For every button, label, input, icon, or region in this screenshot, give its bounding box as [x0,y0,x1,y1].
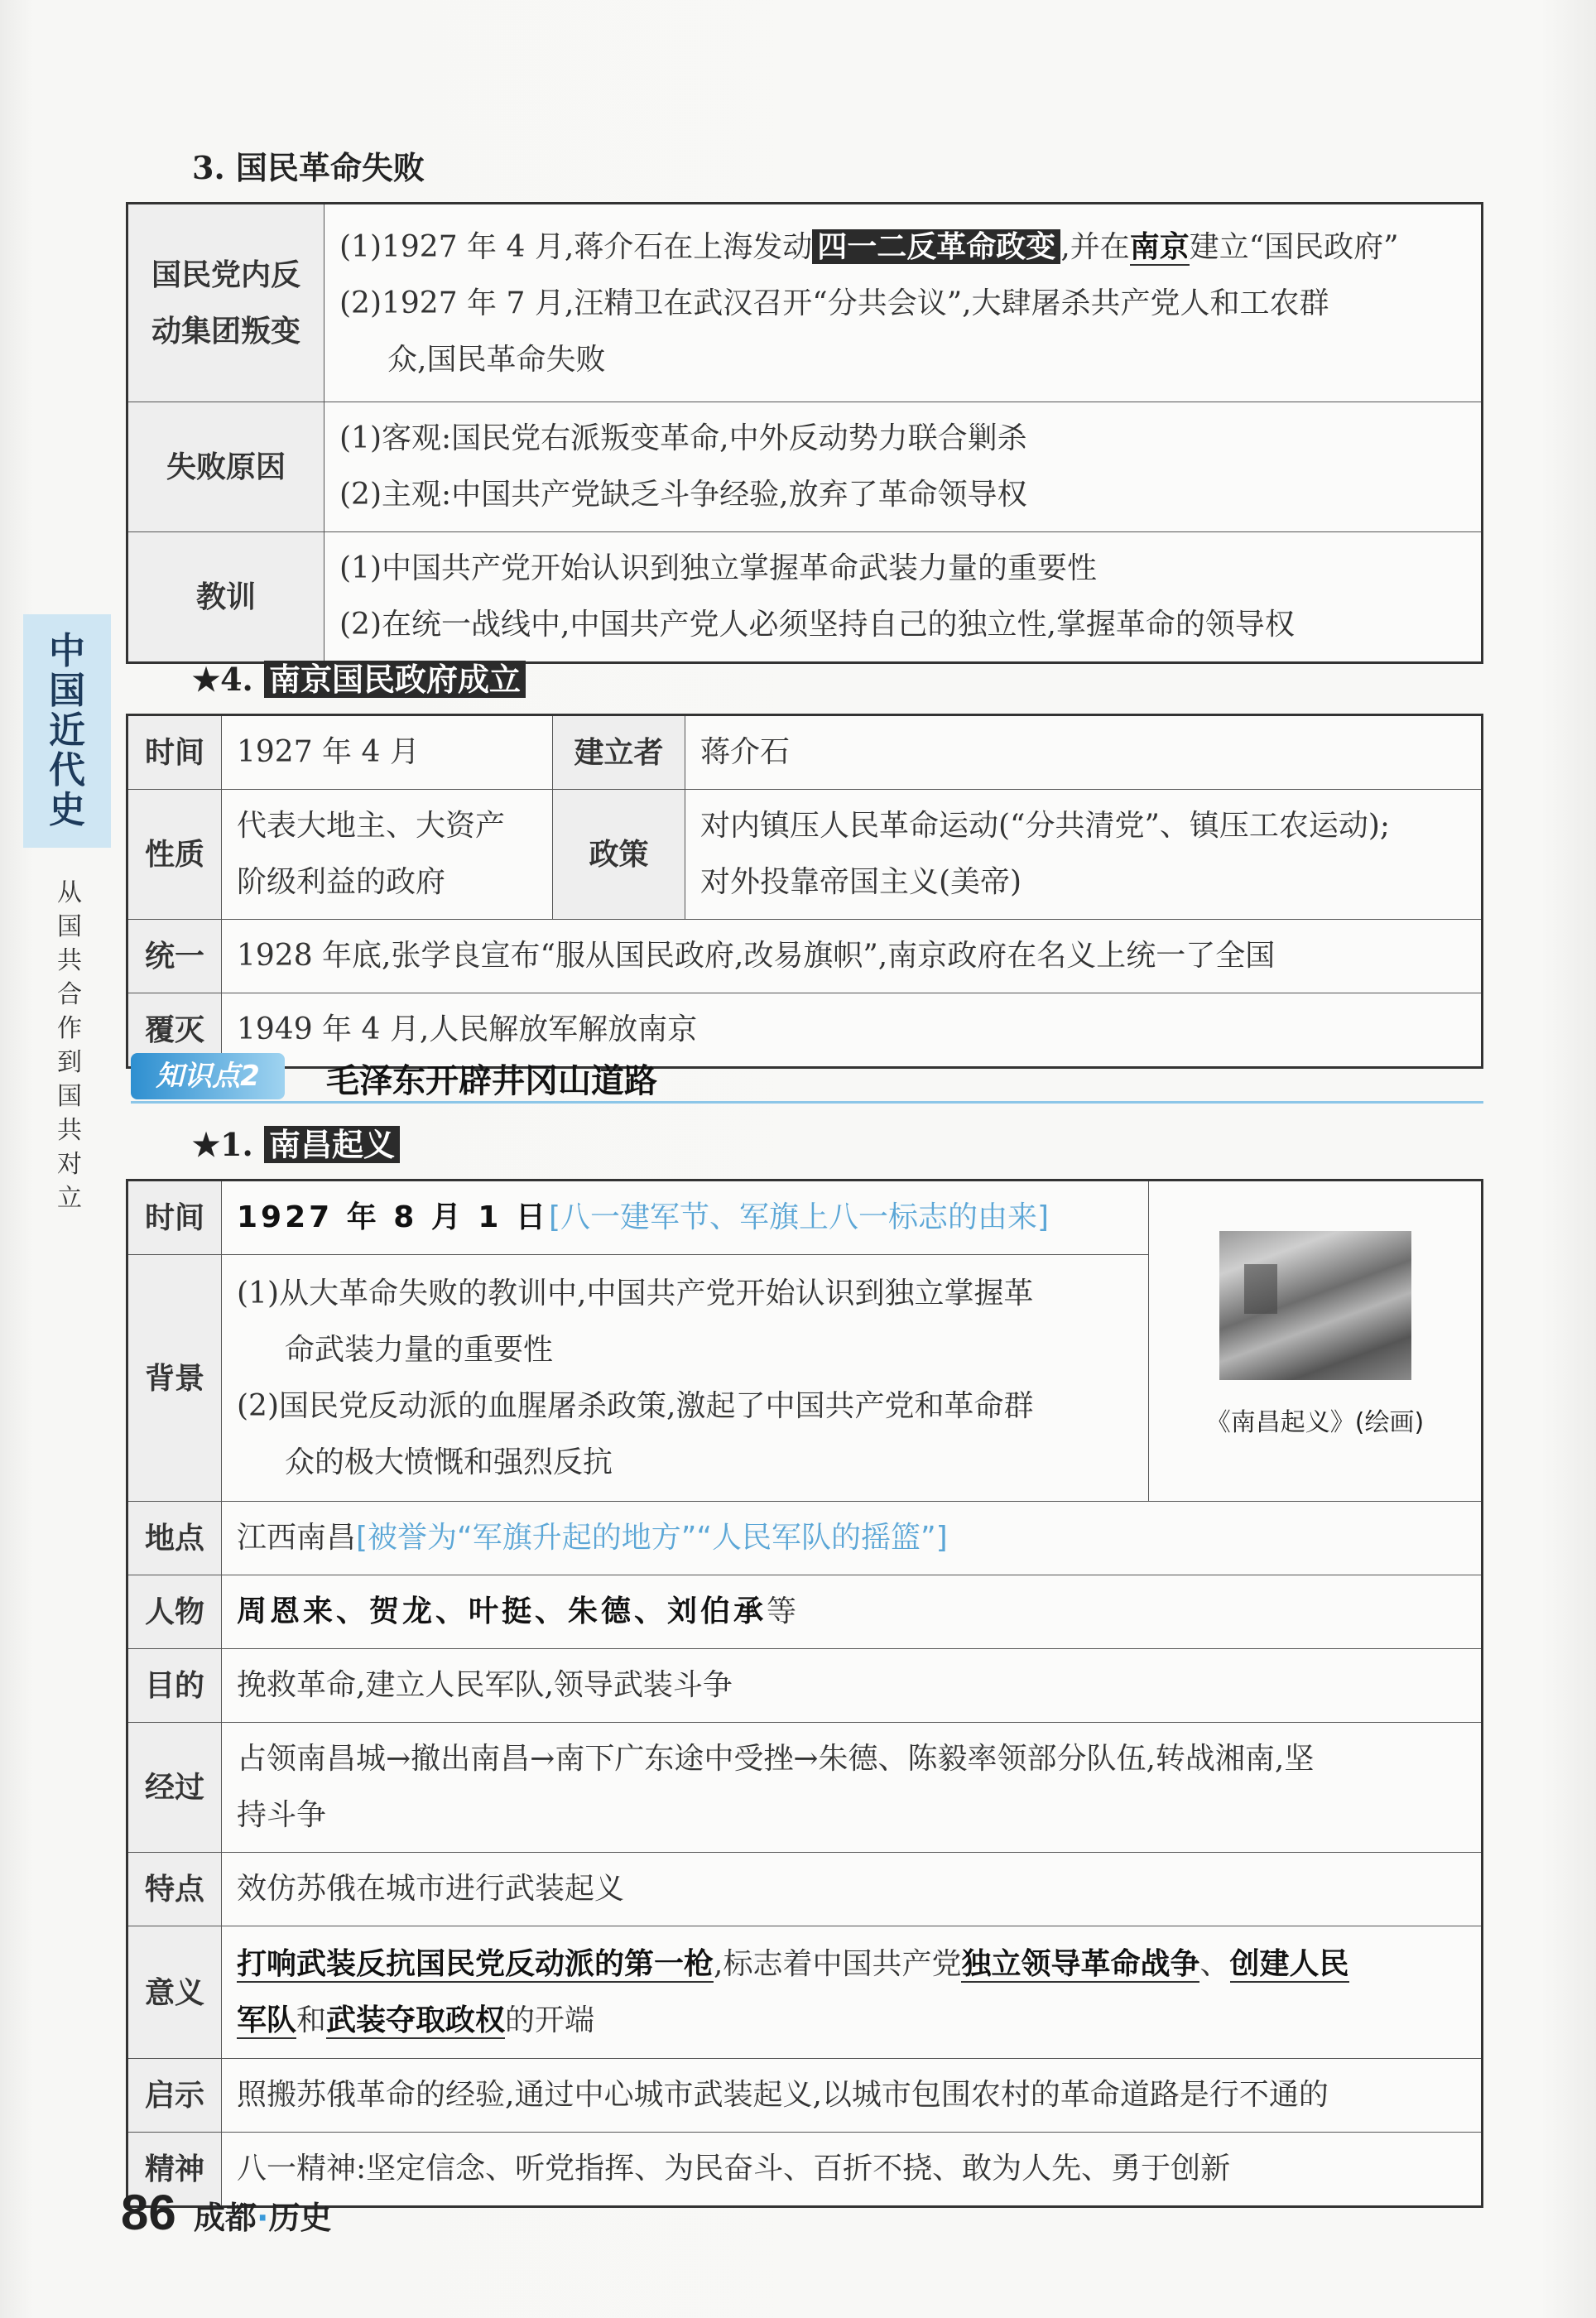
table-row [127,204,1483,402]
text-part: 等 [767,1594,797,1628]
footer-subject: 历史 [268,2200,332,2236]
text-part: 、 [1199,1946,1230,1981]
table-row [127,715,1483,790]
tab-char: 中 [49,630,85,672]
table-row [127,790,1483,920]
knowledge-point-divider [131,1101,1483,1104]
sub-char: 立 [57,1184,82,1213]
section-4-title: 南京国民政府成立 [264,661,526,698]
chapter-side-tab [23,614,111,848]
nanchang-heading [192,1119,400,1165]
star-marker: ★1. [192,1126,253,1163]
content-line: 占领南昌城→撤出南昌→南下广东途中受挫→朱德、陈毅率领部分队伍,转战湘南,坚 [237,1742,1315,1776]
nanchang-uprising-table [126,1179,1483,2208]
underlined-nanjing: 南京 [1129,229,1190,264]
row-content-lessons [324,532,1483,663]
row-content-failure-reasons [324,402,1483,532]
content-line: (1)中国共产党开始认识到独立掌握革命武装力量的重要性 [339,551,1097,585]
knowledge-point-badge: 知识点2 [131,1053,285,1099]
value-people [222,1575,1483,1649]
content-line: (2)国民党反动派的血腥屠杀政策,激起了中国共产党和革命群 [237,1388,1034,1423]
label-line: 动集团叛变 [151,314,300,349]
sub-char: 到 [57,1048,82,1077]
content-line: (1)客观:国民党右派叛变革命,中外反动势力联合剿杀 [339,421,1027,455]
chapter-subtitle-vertical [53,876,86,1215]
value-meaning [222,1926,1483,2059]
blue-note: [被誉为“军旗升起的地方”“人民军队的摇篮”] [356,1521,948,1555]
value-time [222,1181,1149,1255]
label-process: 经过 [127,1723,222,1853]
label-goal: 目的 [127,1649,222,1723]
content-line: (2)1927 年 7 月,汪精卫在武汉召开“分共会议”,大肆屠杀共产党人和工农群 [339,286,1329,320]
sub-char: 作 [57,1014,82,1043]
content-line: (2)在统一战线中,中国共产党人必须坚持自己的独立性,掌握革命的领导权 [339,608,1295,642]
label-place: 地点 [127,1502,222,1575]
content-line: 众的极大愤慨和强烈反抗 [285,1445,613,1479]
text-part: 和 [296,2003,327,2037]
content-line: 对内镇压人民革命运动(“分共清党”、镇压工农运动); [700,809,1391,843]
content-line: 代表大地主、大资产 [237,809,506,843]
sub-char: 国 [57,1082,82,1111]
value-goal: 挽救革命,建立人民军队,领导武装斗争 [222,1649,1483,1723]
value-time: 1927 年 4 月 [222,715,553,790]
underlined-phrase: 武装夺取政权 [326,2003,506,2037]
footer-label [194,2192,331,2238]
content-line: 命武装力量的重要性 [285,1332,554,1367]
value-spirit: 八一精神:坚定信念、听党指挥、为民奋斗、百折不挠、敢为人先、勇于创新 [222,2133,1483,2207]
star-marker: ★4. [192,661,253,698]
sub-char: 共 [57,946,82,975]
sub-char: 从 [57,878,82,907]
handwritten-date: 1927 年 8 月 1 日 [237,1200,549,1234]
text-part: 的开端 [505,2003,595,2037]
content-line [237,1936,1466,1993]
nanchang-title: 南昌起义 [264,1126,400,1163]
photo-cell [1149,1181,1483,1502]
tab-char: 近 [49,709,85,752]
text-part: 建立“国民政府” [1189,229,1399,264]
label-lesson: 启示 [127,2059,222,2133]
page-number: 86 [121,2185,176,2240]
content-line: (1)从大革命失败的教训中,中国共产党开始认识到独立掌握革 [237,1276,1034,1310]
value-lesson: 照搬苏俄革命的经验,通过中心城市武装起义,以城市包围农村的革命道路是行不通的 [222,2059,1483,2133]
section-3-heading [192,142,425,188]
section-3-title: 国民革命失败 [235,149,425,186]
table-row [127,532,1483,663]
footer-separator: · [257,2200,269,2236]
row-label-lessons: 教训 [127,532,324,663]
table-row [127,402,1483,532]
label-spirit: 精神 [127,2133,222,2207]
photo-caption: 《南昌起义》(绘画) [1205,1408,1425,1437]
label-fall: 覆灭 [127,993,222,1068]
label-nature: 性质 [127,790,222,920]
table-row [127,1181,1483,1255]
nanjing-government-table [126,714,1483,1069]
label-founder: 建立者 [553,715,685,790]
sub-char: 合 [57,980,82,1009]
label-line: 国民党内反 [151,257,300,292]
underlined-phrase: 打响武装反抗国民党反动派的第一枪 [237,1946,714,1981]
tab-char: 史 [49,789,85,831]
table-row [127,1853,1483,1926]
footer-city: 成都 [194,2200,257,2236]
label-time: 时间 [127,715,222,790]
value-policy [685,790,1483,920]
knowledge-point-title: 毛泽东开辟井冈山道路 [326,1062,657,1100]
table-row [127,1575,1483,1649]
blue-note: [八一建军节、军旗上八一标志的由来] [548,1200,1050,1234]
highlight-april-12: 四一二反革命政变 [812,229,1060,264]
section-3-number: 3. [192,149,225,186]
content-line: 持斗争 [237,1798,327,1832]
table-row [127,2059,1483,2133]
content-line: 阶级利益的政府 [237,865,446,899]
tab-char: 国 [49,670,85,712]
table-row [127,920,1483,993]
section-4-heading [192,654,526,700]
content-line [237,1993,1466,2049]
value-unify: 1928 年底,张学良宣布“服从国民政府,改易旗帜”,南京政府在名义上统一了全国 [222,920,1483,993]
value-place [222,1502,1483,1575]
text-part: ,标志着中国共产党 [714,1946,962,1981]
underlined-phrase: 创建人民 [1229,1946,1349,1981]
label-people: 人物 [127,1575,222,1649]
row-label-betrayal [127,204,324,402]
revolution-failure-table [126,202,1483,664]
table-row [127,1926,1483,2059]
value-process [222,1723,1483,1853]
value-feature: 效仿苏俄在城市进行武装起义 [222,1853,1483,1926]
table-row [127,1502,1483,1575]
sub-char: 国 [57,912,82,941]
tab-char: 代 [49,749,85,791]
label-unify: 统一 [127,920,222,993]
content-line: 对外投靠帝国主义(美帝) [700,865,1022,899]
value-fall: 1949 年 4 月,人民解放军解放南京 [222,993,1483,1068]
table-row [127,1723,1483,1853]
sub-char: 共 [57,1116,82,1145]
label-time: 时间 [127,1181,222,1255]
value-background [222,1255,1149,1502]
value-founder: 蒋介石 [685,715,1483,790]
text-part: ,并在 [1060,229,1130,264]
content-line: 众,国民革命失败 [387,342,606,377]
handwritten-people: 周恩来、贺龙、叶挺、朱德、刘伯承 [237,1594,767,1628]
value-nature [222,790,553,920]
label-background: 背景 [127,1255,222,1502]
content-line: (2)主观:中国共产党缺乏斗争经验,放弃了革命领导权 [339,478,1027,512]
row-content-betrayal [324,204,1483,402]
text-part: (1)1927 年 4 月,蒋介石在上海发动 [339,229,813,264]
underlined-phrase: 军队 [237,2003,297,2037]
place-text: 江西南昌 [237,1521,357,1555]
content-line [339,219,1466,276]
nanchang-uprising-painting [1219,1231,1411,1380]
row-label-failure-reasons: 失败原因 [127,402,324,532]
label-feature: 特点 [127,1853,222,1926]
sub-char: 对 [57,1150,82,1179]
table-row [127,1649,1483,1723]
label-meaning: 意义 [127,1926,222,2059]
label-policy: 政策 [553,790,685,920]
underlined-phrase: 独立领导革命战争 [961,1946,1200,1981]
